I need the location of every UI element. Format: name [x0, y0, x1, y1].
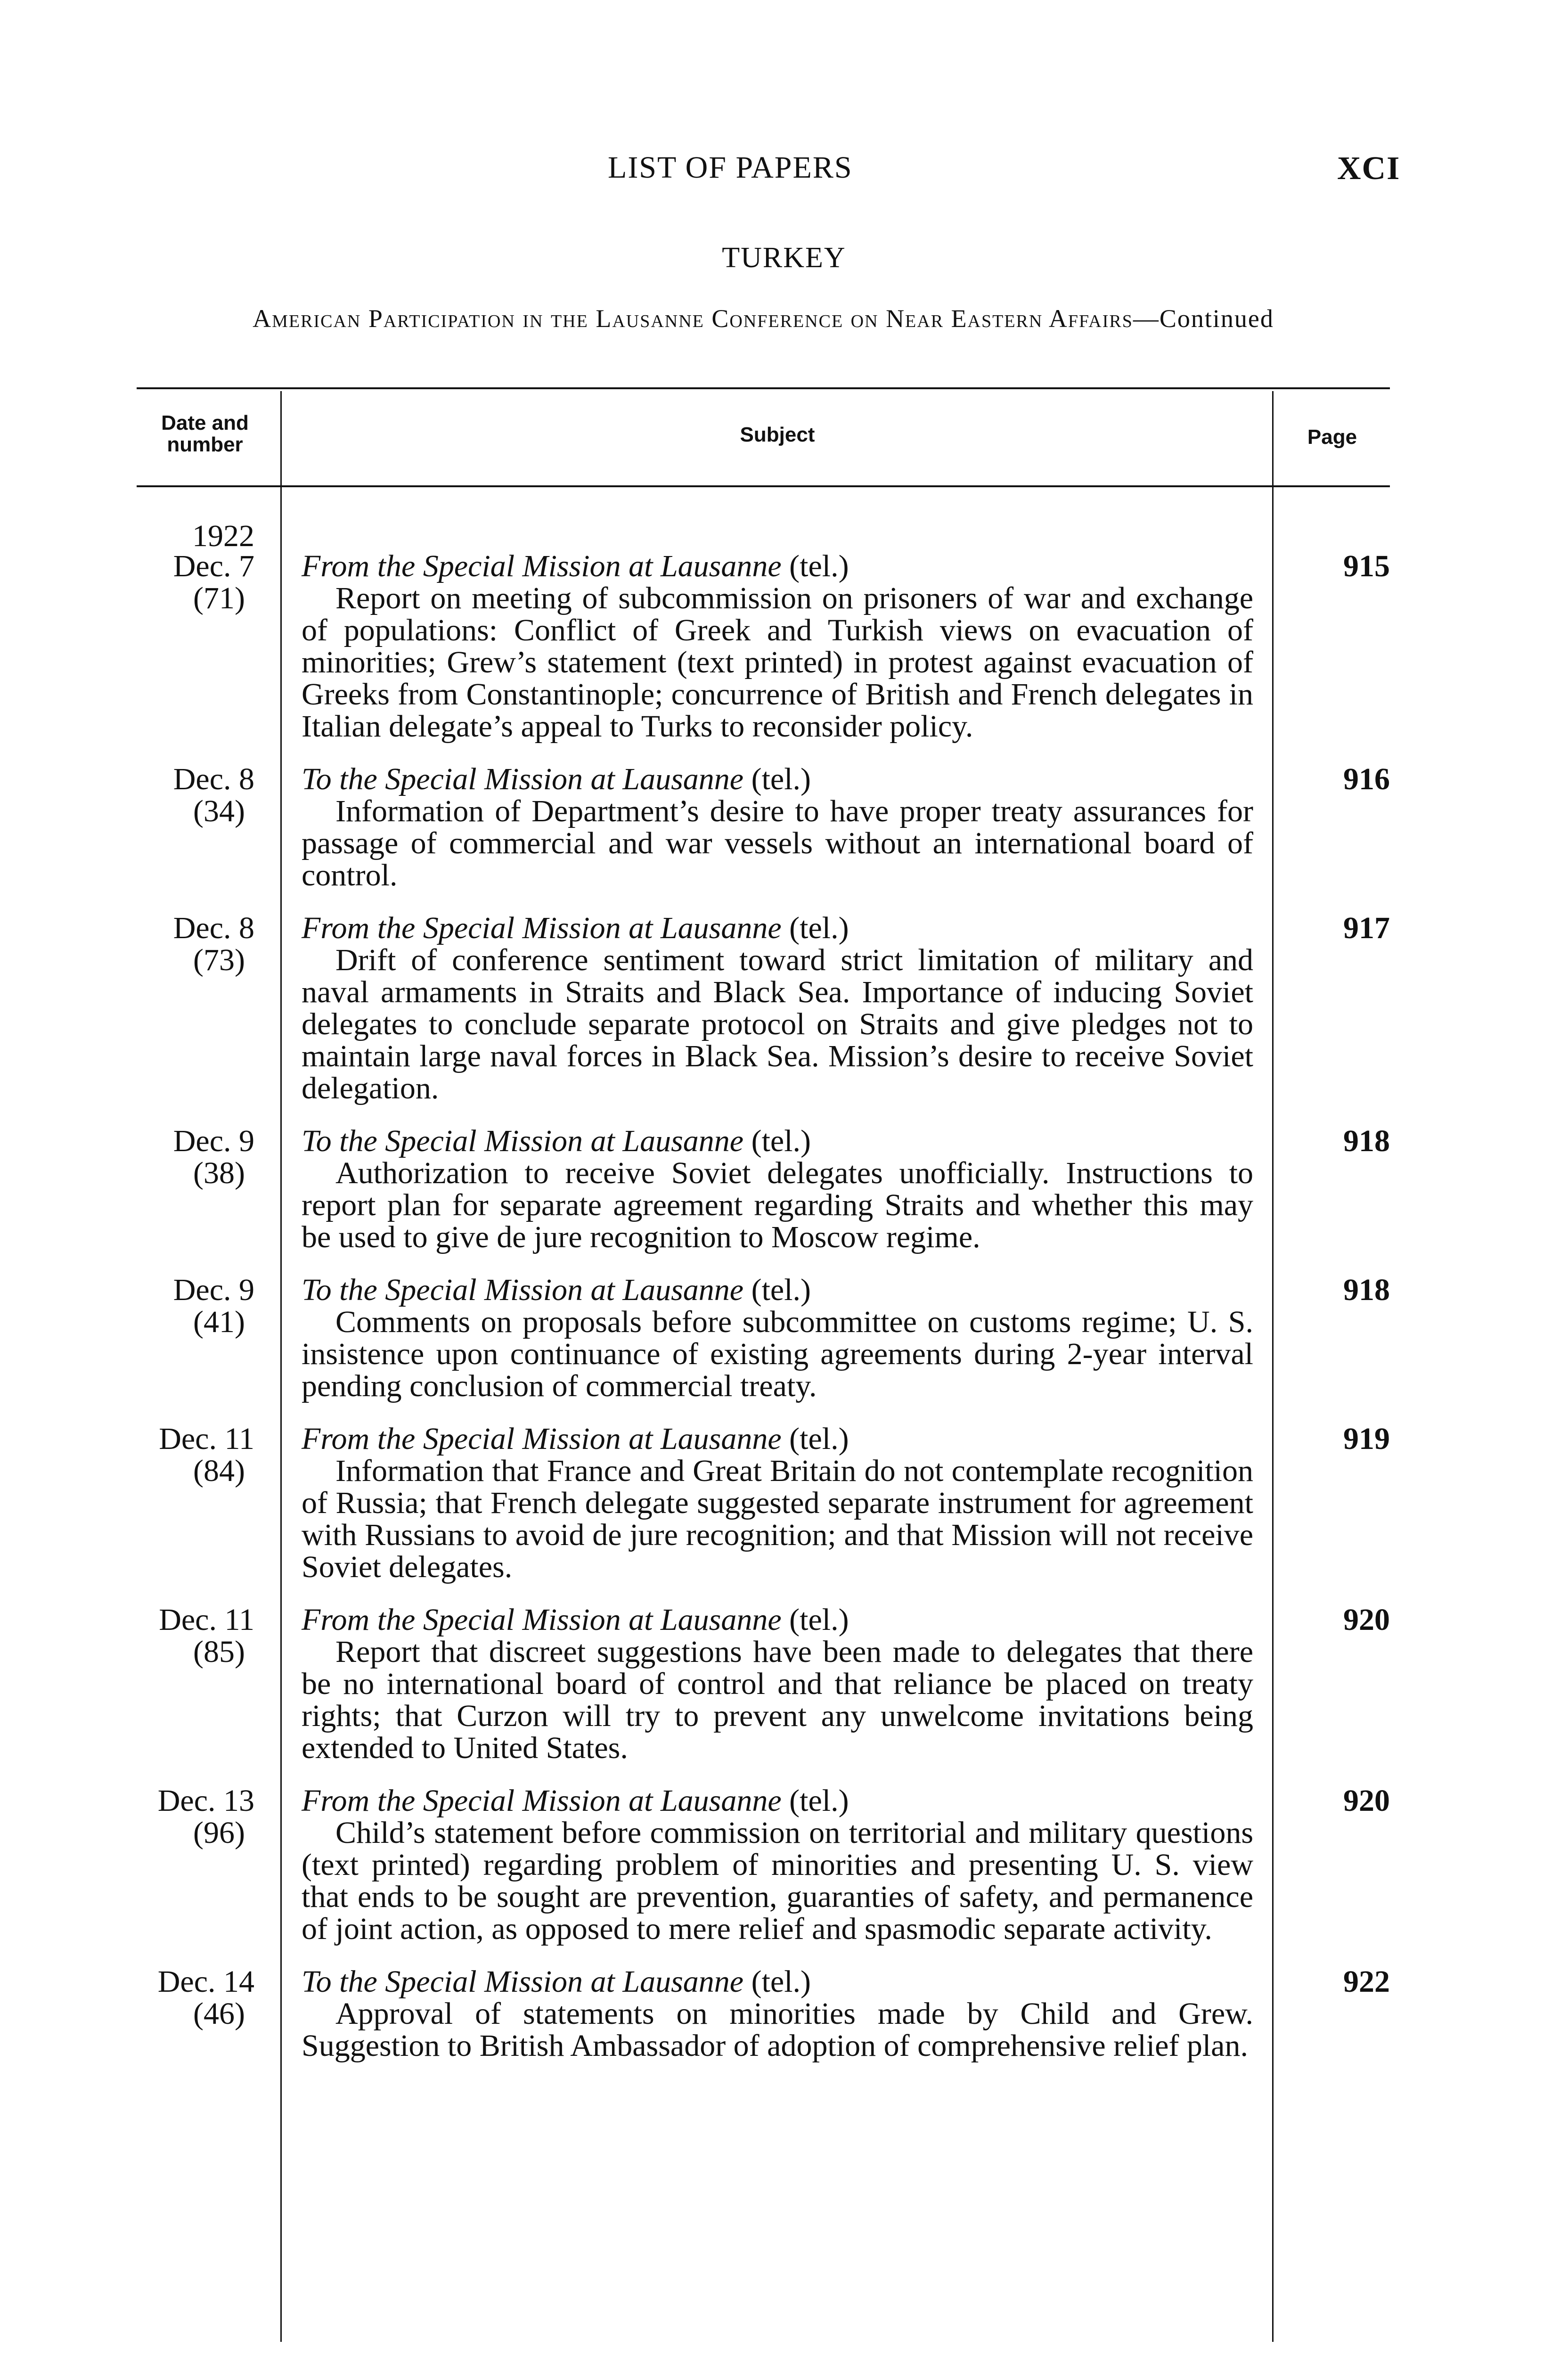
entry-source-text: From the Special Mission at Lausanne: [302, 1603, 782, 1637]
entry-source-text: To the Special Mission at Lausanne: [302, 762, 744, 796]
section-title-text: American Participation in the Lausanne Conference on Near Eastern Affairs: [253, 304, 1133, 333]
list-item: [0, 550, 1568, 743]
entry-summary: Report that discreet suggestions have been made to delegates that there be no international board of control and that reliance be placed on treaty rights; that Curzon will try to prevent any unwelcome invitations being extended to United States.: [302, 1635, 1253, 1765]
entry-date: Dec. 8: [173, 911, 254, 945]
entry-summary: Authorization to receive Soviet delegates unofficially. Instructions to report plan for separate agreement regarding Straits and whether this may be used to give de jure recognition to Moscow regime.: [302, 1156, 1253, 1254]
entry-date: Dec. 9: [173, 1273, 254, 1307]
entry-page: 918: [1343, 1124, 1390, 1158]
entry-source: [302, 1274, 1253, 1306]
entry-date: Dec. 9: [173, 1124, 254, 1158]
entry-source: [302, 1785, 1253, 1817]
entry-subject: [302, 912, 1253, 1104]
entry-tel-label: (tel.): [789, 1422, 849, 1456]
entry-number: (71): [193, 581, 245, 615]
list-item: [0, 1966, 1568, 2062]
entry-source: [302, 1966, 1253, 1998]
entry-date: Dec. 11: [159, 1603, 254, 1637]
list-item: [0, 1274, 1568, 1402]
entry-date: Dec. 11: [159, 1422, 254, 1456]
entry-page: 920: [1343, 1603, 1390, 1637]
list-item: [0, 912, 1568, 1104]
table-top-rule: [137, 387, 1390, 389]
entry-page: 918: [1343, 1273, 1390, 1307]
entry-tel-label: (tel.): [789, 911, 849, 945]
list-item: [0, 1125, 1568, 1253]
entry-source-text: From the Special Mission at Lausanne: [302, 1783, 782, 1818]
entry-page: 915: [1343, 549, 1390, 583]
entry-summary: Approval of statements on minorities made by Child and Grew. Suggestion to British Ambassador of adoption of comprehensive relief plan.: [302, 1996, 1253, 2063]
entry-date: Dec. 8: [173, 762, 254, 796]
entry-summary: Report on meeting of subcommission on prisoners of war and exchange of populations: Conflict of Greek and Turkish views on evacuation of minorities; Grew’s statement (text printed) in protest against evacuation of Greeks from Constantinople; concurrence of British and French delegates in Italian delegate’s appeal to Turks to reconsider policy.: [302, 581, 1253, 744]
entry-tel-label: (tel.): [751, 762, 811, 796]
entry-source-text: To the Special Mission at Lausanne: [302, 1124, 744, 1158]
country-heading: TURKEY: [722, 242, 846, 274]
entry-subject: [302, 1604, 1253, 1764]
entry-number: (73): [193, 943, 245, 977]
entry-number: (96): [193, 1816, 245, 1850]
entry-subject: [302, 1785, 1253, 1945]
entry-summary: Information of Department’s desire to have proper treaty assurances for passage of commercial and war vessels without an international board of control.: [302, 794, 1253, 892]
entry-source: [302, 1604, 1253, 1636]
entry-summary: Child’s statement before commission on territorial and military questions (text printed) regarding problem of minorities and presenting U. S. view that ends to be sought are prevention, guaranties of safety, and permanence of joint action, as opposed to mere relief and spasmodic separate activity.: [302, 1816, 1253, 1946]
entry-list: [0, 550, 1568, 2083]
entry-source: [302, 550, 1253, 582]
entry-page: 916: [1343, 762, 1390, 796]
entry-subject: [302, 1274, 1253, 1402]
entry-source-text: From the Special Mission at Lausanne: [302, 1422, 782, 1456]
entry-summary: Comments on proposals before subcommittee on customs regime; U. S. insistence upon continuance of existing agreements during 2-year interval pending conclusion of commercial treaty.: [302, 1305, 1253, 1403]
entry-source-text: To the Special Mission at Lausanne: [302, 1273, 744, 1307]
entry-page: 920: [1343, 1783, 1390, 1818]
entry-number: (46): [193, 1996, 245, 2031]
entry-subject: [302, 550, 1253, 743]
entry-source-text: From the Special Mission at Lausanne: [302, 549, 782, 583]
list-item: [0, 763, 1568, 892]
list-item: [0, 1604, 1568, 1764]
entry-page: 917: [1343, 911, 1390, 945]
entry-number: (34): [193, 794, 245, 828]
entry-source: [302, 1125, 1253, 1157]
entry-summary: Information that France and Great Britain do not contemplate recognition of Russia; that French delegate suggested separate instrument for agreement with Russians to avoid de jure recognition; and that Mission will not receive Soviet delegates.: [302, 1454, 1253, 1584]
table-header-rule: [137, 485, 1390, 487]
entry-subject: [302, 1125, 1253, 1253]
entry-summary: Drift of conference sentiment toward strict limitation of military and naval armaments in Straits and Black Sea. Importance of inducing Soviet delegates to conclude separate protocol on Straits and give pledges not to maintain large naval forces in Black Sea. Mission’s desire to receive Soviet delegation.: [302, 943, 1253, 1105]
column-header-page: Page: [1307, 425, 1357, 449]
entry-source: [302, 763, 1253, 795]
running-head: [0, 150, 1568, 197]
entry-tel-label: (tel.): [751, 1124, 811, 1158]
entry-number: (38): [193, 1156, 245, 1190]
section-title-suffix: —Continued: [1133, 304, 1274, 333]
page-number: XCI: [1337, 150, 1401, 187]
list-item: [0, 1423, 1568, 1583]
entry-tel-label: (tel.): [751, 1273, 811, 1307]
entry-subject: [302, 763, 1253, 892]
entry-source-text: From the Special Mission at Lausanne: [302, 911, 782, 945]
entry-number: (85): [193, 1635, 245, 1669]
running-title: LIST OF PAPERS: [608, 150, 853, 185]
entry-source: [302, 912, 1253, 944]
entry-page: 919: [1343, 1422, 1390, 1456]
section-title: [137, 302, 1390, 335]
year-label: 1922: [192, 519, 254, 553]
entry-number: (41): [193, 1305, 245, 1339]
list-item: [0, 1785, 1568, 1945]
entry-tel-label: (tel.): [789, 549, 849, 583]
entry-tel-label: (tel.): [751, 1964, 811, 1999]
entry-subject: [302, 1966, 1253, 2062]
entry-number: (84): [193, 1454, 245, 1488]
entry-source: [302, 1423, 1253, 1455]
entry-source-text: To the Special Mission at Lausanne: [302, 1964, 744, 1999]
column-header-subject: Subject: [740, 423, 815, 446]
entry-date: Dec. 13: [157, 1783, 254, 1818]
column-header-date: Date and number: [161, 411, 249, 456]
entry-page: 922: [1343, 1964, 1390, 1999]
entry-tel-label: (tel.): [789, 1603, 849, 1637]
entry-date: Dec. 7: [173, 549, 254, 583]
entry-date: Dec. 14: [157, 1964, 254, 1999]
entry-subject: [302, 1423, 1253, 1583]
entry-tel-label: (tel.): [789, 1783, 849, 1818]
